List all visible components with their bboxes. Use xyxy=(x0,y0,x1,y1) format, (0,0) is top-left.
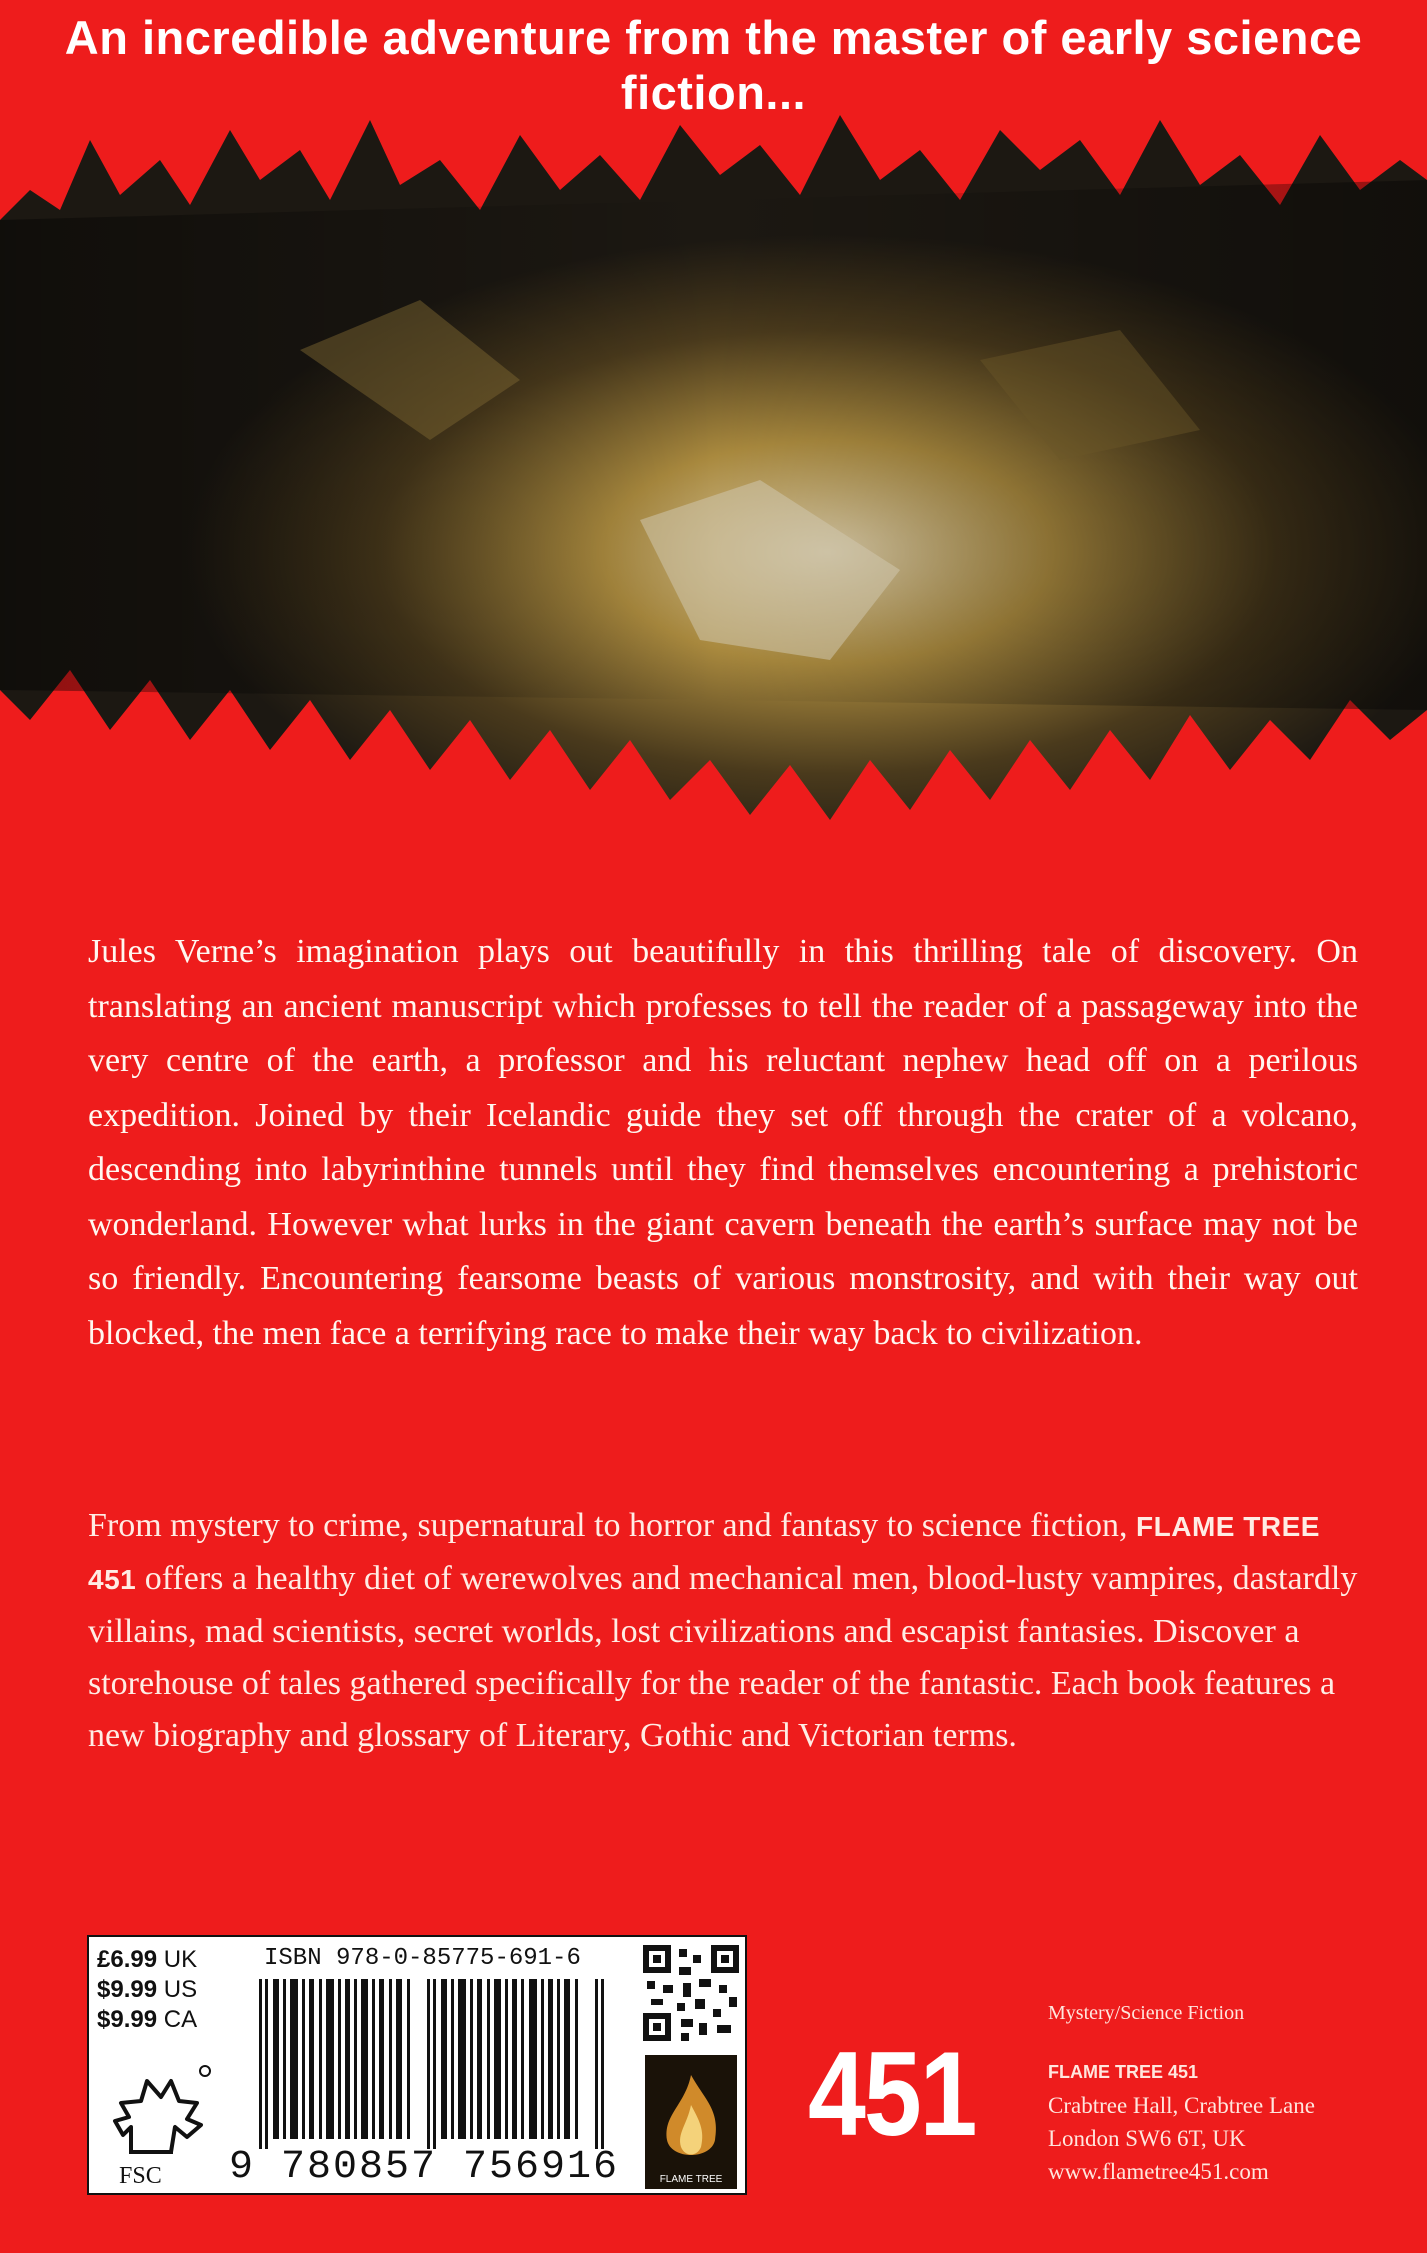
publisher-name: FLAME TREE 451 xyxy=(1048,2062,1199,2082)
series-description xyxy=(88,1500,1368,1762)
price-us: $9.99 US xyxy=(97,1976,198,2003)
publisher-address-line2: London SW6 6T, UK xyxy=(1048,2126,1246,2151)
barcode-panel xyxy=(87,1935,747,2195)
publisher-info xyxy=(1048,1997,1315,2188)
tagline: An incredible adventure from the master of early science fiction... xyxy=(64,11,1363,119)
cover-illustration xyxy=(0,100,1427,900)
series-intro: From mystery to crime, supernatural to horror and fantasy to science fiction, xyxy=(88,1507,1128,1544)
price-uk: £6.99 UK xyxy=(97,1946,198,1973)
publisher-website: www.flametree451.com xyxy=(1048,2159,1269,2184)
flame-tree-logo xyxy=(645,2055,737,2189)
price-ca: $9.99 CA xyxy=(97,2006,198,2033)
fsc-label: FSC xyxy=(119,2163,162,2189)
isbn: ISBN 978-0-85775-691-6 xyxy=(264,1945,581,1972)
series-brand: FLAME TREE 451 xyxy=(88,1511,1320,1595)
publisher-address-line1: Crabtree Hall, Crabtree Lane xyxy=(1048,2093,1315,2118)
qr-code-icon xyxy=(643,1945,739,2041)
price-list xyxy=(97,1945,197,2035)
book-blurb: Jules Verne’s imagination plays out beautifully in this thrilling tale of discovery. On translating an ancient manuscript which professes to tell the reader of a passageway into the very centre of the earth, a professor and his reluctant nephew head off on a perilous expedition. Joined by their Icelandic guide they set off through the crater of a volcano, descending into labyrinthine tunnels until they find themselves encountering a prehistoric wonderland. However what lurks in the giant cavern beneath the earth’s surface may not be so friendly. Encountering fearsome beasts of various monstrosity, and with their way out blocked, the men face a terrifying race to make their way back to civilization. xyxy=(88,933,1358,1352)
flame-tree-logo-label: FLAME TREE xyxy=(659,2174,723,2185)
genre-label: Mystery/Science Fiction xyxy=(1048,2002,1245,2024)
publisher-logo-451: 451 xyxy=(808,2028,976,2162)
barcode-number: 9 780857 756916 xyxy=(229,2145,620,2190)
series-text: offers a healthy diet of werewolves and mechanical men, blood-lusty vampires, dastardly villains, mad scientists, secret worlds, lost civilizations and escapist fantasies. Discover a storehouse of tales gathered specifically for the reader of the fantastic. Each book features a new biography and glossary of Literary, Gothic and Victorian terms. xyxy=(88,1560,1358,1754)
barcode xyxy=(259,1979,604,2149)
